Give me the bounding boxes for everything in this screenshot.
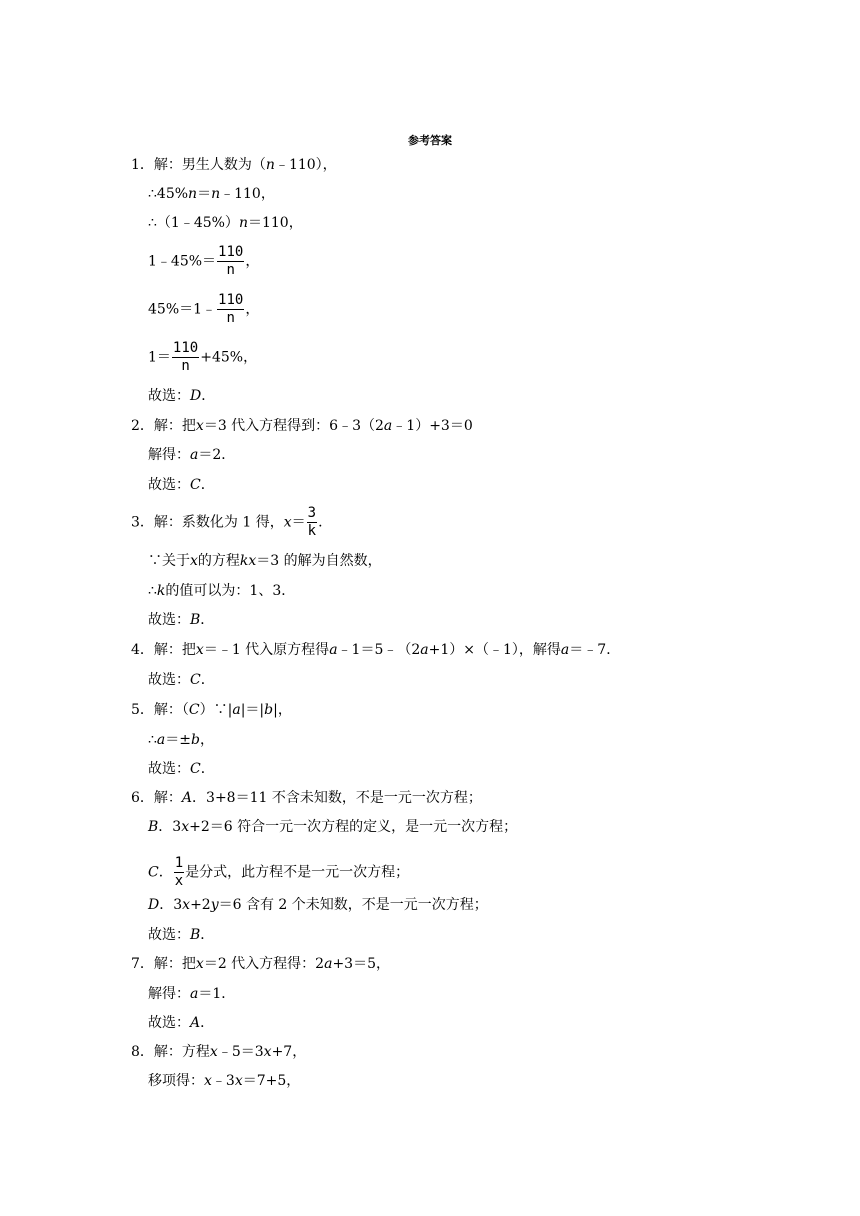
choice: C <box>190 672 201 688</box>
var: x <box>283 514 292 531</box>
text: ∵关于 <box>148 553 190 569</box>
choice: C <box>190 761 201 777</box>
denominator: n <box>181 358 190 374</box>
text: 1﹣45%＝ <box>148 253 217 270</box>
q1-line-1 <box>131 156 337 174</box>
q6-line-2 <box>148 818 517 836</box>
q7-line-1 <box>131 955 390 973</box>
text: ∴ <box>148 732 157 748</box>
q6-line-3 <box>148 855 409 890</box>
text: ﹣110， <box>220 186 275 202</box>
var: x <box>263 1044 272 1060</box>
text: ＝1． <box>198 986 236 1002</box>
choice: D <box>148 897 160 913</box>
text: ． <box>201 388 216 404</box>
var: b <box>264 702 274 718</box>
text: ． <box>200 477 215 493</box>
text: ． <box>200 612 215 628</box>
text: 是分式，此方程不是一元一次方程； <box>185 864 410 881</box>
text: 1．解：男生人数为（ <box>131 157 266 173</box>
var: a <box>190 986 199 1002</box>
text: ． <box>200 672 215 688</box>
text: ∴（1﹣45%） <box>148 215 239 231</box>
text: +1）×（﹣1），解得 <box>428 642 561 658</box>
var: a <box>560 642 570 658</box>
text: 解得： <box>148 986 190 1002</box>
var: a <box>324 956 333 972</box>
text: ， <box>199 732 214 748</box>
var: n <box>188 186 198 202</box>
var: a <box>232 702 241 718</box>
var: x <box>195 956 204 972</box>
choice: B <box>190 612 201 628</box>
q5-answer <box>148 760 215 778</box>
q7-line-2 <box>148 985 235 1003</box>
text: ＝2． <box>198 447 236 463</box>
text: ． <box>158 864 173 881</box>
text: ﹣110）， <box>274 157 337 173</box>
q3-line-3 <box>148 582 295 600</box>
q4-answer <box>148 671 215 689</box>
q3-line-1 <box>131 505 323 540</box>
numerator: 110 <box>218 292 244 308</box>
text: ＝3 的解为自然数， <box>256 553 382 569</box>
q2-answer <box>148 476 215 494</box>
numerator: 110 <box>218 244 244 260</box>
page-title: 参考答案 <box>408 134 452 147</box>
text: ＝6 含有 2 个未知数，不是一元一次方程； <box>218 897 488 913</box>
fraction <box>217 292 244 327</box>
text: 45%＝1﹣ <box>148 301 217 318</box>
numerator: 3 <box>307 505 317 521</box>
numerator: 110 <box>172 340 199 356</box>
text: ＝110， <box>247 215 303 231</box>
q1-line-5 <box>148 292 259 327</box>
text: ．3+8＝11 不含未知数，不是一元一次方程； <box>192 790 482 806</box>
text: +45%， <box>200 349 258 366</box>
text: ＝3 代入方程得到：6﹣3（2 <box>203 418 384 434</box>
text: 5．解：（ <box>131 702 189 718</box>
text: 7．解：把 <box>131 956 196 972</box>
text: ＝ <box>197 186 212 202</box>
denominator: n <box>226 310 235 326</box>
text: 的方程 <box>197 553 240 569</box>
text: ＝ <box>291 514 306 531</box>
text: ﹣1＝5﹣（2 <box>337 642 421 658</box>
fraction <box>174 855 184 890</box>
text: 4．解：把 <box>131 642 196 658</box>
text: +3＝5， <box>332 956 390 972</box>
q6-answer <box>148 926 214 944</box>
var: a <box>329 642 338 658</box>
text: . <box>318 514 323 531</box>
var: a <box>420 642 429 658</box>
text: ＝± <box>165 732 192 748</box>
var: x <box>190 553 198 569</box>
var: kx <box>239 553 257 569</box>
var: a <box>190 447 199 463</box>
var: n <box>211 186 221 202</box>
choice: A <box>190 1015 201 1031</box>
q1-line-2 <box>148 185 275 203</box>
denominator: x <box>174 873 184 889</box>
text: ．3 <box>159 897 183 913</box>
q6-line-4 <box>148 896 488 914</box>
var: x <box>209 1044 218 1060</box>
q6-line-1 <box>131 789 482 807</box>
q8-line-2 <box>148 1072 300 1090</box>
var: a <box>156 732 166 748</box>
text: 故选： <box>148 388 190 404</box>
text: +2＝6 符合一元一次方程的定义，是一元一次方程； <box>189 819 518 835</box>
q1-answer <box>148 387 215 405</box>
q5-line-1 <box>131 701 292 719</box>
q3-line-2 <box>148 552 382 570</box>
text: ， <box>245 253 260 270</box>
text: 的值可以为：1、3． <box>165 583 296 599</box>
text: ． <box>200 1015 215 1031</box>
numerator: 1 <box>174 855 184 871</box>
q2-line-1 <box>131 417 473 435</box>
text: ．3 <box>158 819 182 835</box>
q7-answer <box>148 1014 214 1032</box>
fraction <box>172 340 199 375</box>
text: ． <box>200 761 215 777</box>
text: ﹣1）+3＝0 <box>392 418 473 434</box>
var: x <box>181 819 190 835</box>
text: 故选： <box>148 612 190 628</box>
text: 故选： <box>148 761 190 777</box>
text: ， <box>245 301 260 318</box>
var: x <box>204 1073 212 1089</box>
text: ． <box>200 927 215 943</box>
choice: C <box>190 477 201 493</box>
var: a <box>383 418 393 434</box>
fraction <box>217 244 244 279</box>
text: ﹣5＝3 <box>217 1044 264 1060</box>
text: ∴ <box>148 583 157 599</box>
choice: B <box>190 927 201 943</box>
text: 2．解：把 <box>131 418 196 434</box>
var: C <box>188 702 200 718</box>
text: ＝﹣1 代入原方程得 <box>203 642 330 658</box>
text: ﹣3 <box>211 1073 235 1089</box>
fraction <box>307 505 317 540</box>
text: +2 <box>190 897 211 913</box>
text: 故选： <box>148 1015 190 1031</box>
q3-answer <box>148 611 214 629</box>
var: y <box>210 897 219 913</box>
text: 故选： <box>148 672 190 688</box>
denominator: k <box>307 523 317 539</box>
text: 1＝ <box>148 349 171 366</box>
text: ＝7+5， <box>242 1073 301 1089</box>
var: x <box>182 897 191 913</box>
choice: C <box>148 864 159 881</box>
denominator: n <box>226 262 235 278</box>
q1-line-3 <box>148 214 303 232</box>
q1-line-4 <box>148 244 259 279</box>
q1-line-6 <box>148 340 257 375</box>
text: 故选： <box>148 927 190 943</box>
text: ＝2 代入方程得：2 <box>203 956 325 972</box>
choice: D <box>190 388 202 404</box>
q2-line-2 <box>148 446 235 464</box>
choice: B <box>148 819 159 835</box>
var: k <box>156 583 166 599</box>
var: x <box>195 418 204 434</box>
q4-line-1 <box>131 641 620 659</box>
q5-line-2 <box>148 731 214 749</box>
var: x <box>195 642 204 658</box>
q8-line-1 <box>131 1043 306 1061</box>
text: 6．解： <box>131 790 182 806</box>
var: n <box>265 157 275 173</box>
text: ）∵| <box>199 702 233 718</box>
text: 故选： <box>148 477 190 493</box>
text: ＝﹣7． <box>569 642 621 658</box>
text: ∴45% <box>148 186 189 202</box>
text: 解得： <box>148 447 190 463</box>
text: 移项得： <box>148 1073 204 1089</box>
text: |＝| <box>240 702 265 718</box>
choice: A <box>181 790 193 806</box>
text: |， <box>273 702 292 718</box>
text: 3．解：系数化为 1 得， <box>131 514 284 531</box>
text: 8．解：方程 <box>131 1044 210 1060</box>
var: n <box>238 215 248 231</box>
var: x <box>234 1073 243 1089</box>
text: +7， <box>271 1044 307 1060</box>
var: b <box>191 732 200 748</box>
